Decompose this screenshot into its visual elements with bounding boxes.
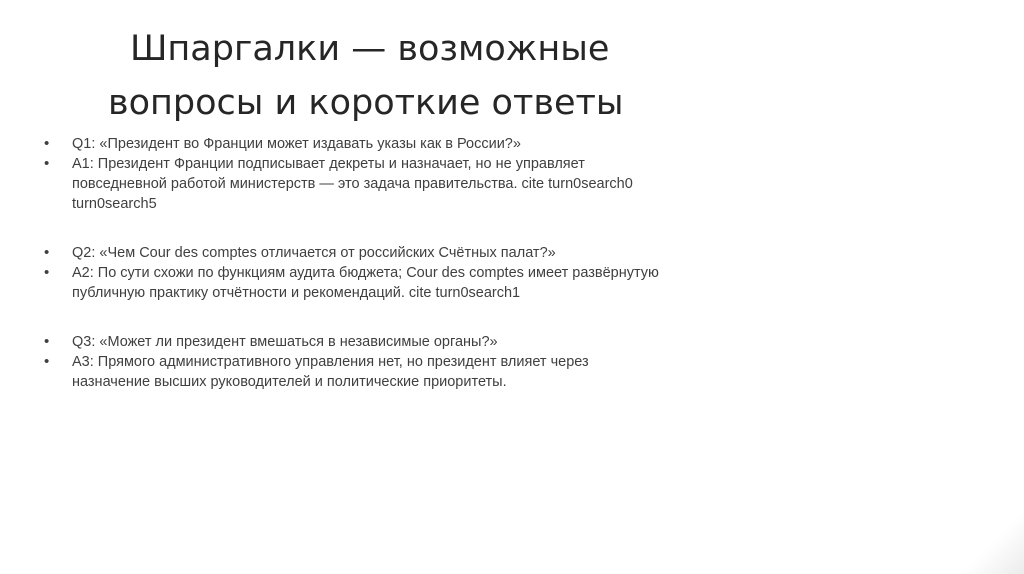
question-2-text: Q2: «Чем Cour des comptes отличается от российских Счётных палат?» [72, 245, 556, 261]
list-item-q2 [44, 243, 744, 263]
list-item-q3 [44, 332, 744, 352]
answer-3-text [72, 354, 589, 390]
answer-2-line-1: A2: По сути схожи по функциям аудита бюджета; Cour des comptes имеет развёрнутую [72, 265, 659, 281]
answer-2-text [72, 265, 659, 301]
answer-3-line-1: A3: Прямого административного управления нет, но президент влияет через [72, 354, 589, 370]
answer-1-text [72, 156, 633, 212]
answer-1-line-2: повседневной работой министерств — это задача правительства. cite turn0search0 [72, 176, 633, 192]
answer-2-line-2: публичную практику отчётности и рекомендаций. cite turn0search1 [72, 285, 521, 301]
list-item-q1 [44, 134, 744, 154]
list-item-a1 [44, 154, 744, 214]
answer-1-line-3: turn0search5 [72, 196, 157, 212]
list-item-a3 [44, 352, 744, 392]
question-1-text: Q1: «Президент во Франции может издавать указы как в России?» [72, 136, 521, 152]
slide-title-line-1: Шпаргалки — возможные [130, 29, 610, 69]
bullet-icon: • [44, 244, 50, 261]
slide-title [108, 22, 828, 130]
question-3-text: Q3: «Может ли президент вмешаться в независимые органы?» [72, 334, 498, 350]
bullet-icon: • [44, 333, 50, 350]
answer-3-line-2: назначение высших руководителей и политические приоритеты. [72, 374, 507, 390]
list-item-a2 [44, 263, 744, 303]
bullet-icon: • [44, 264, 50, 281]
bullet-list [44, 134, 744, 392]
answer-1-line-1: A1: Президент Франции подписывает декреты и назначает, но не управляет [72, 156, 585, 172]
page-curl-shadow [944, 514, 1024, 574]
slide-title-line-2: вопросы и короткие ответы [108, 83, 624, 123]
bullet-icon: • [44, 155, 50, 172]
bullet-icon: • [44, 135, 50, 152]
bullet-icon: • [44, 353, 50, 370]
